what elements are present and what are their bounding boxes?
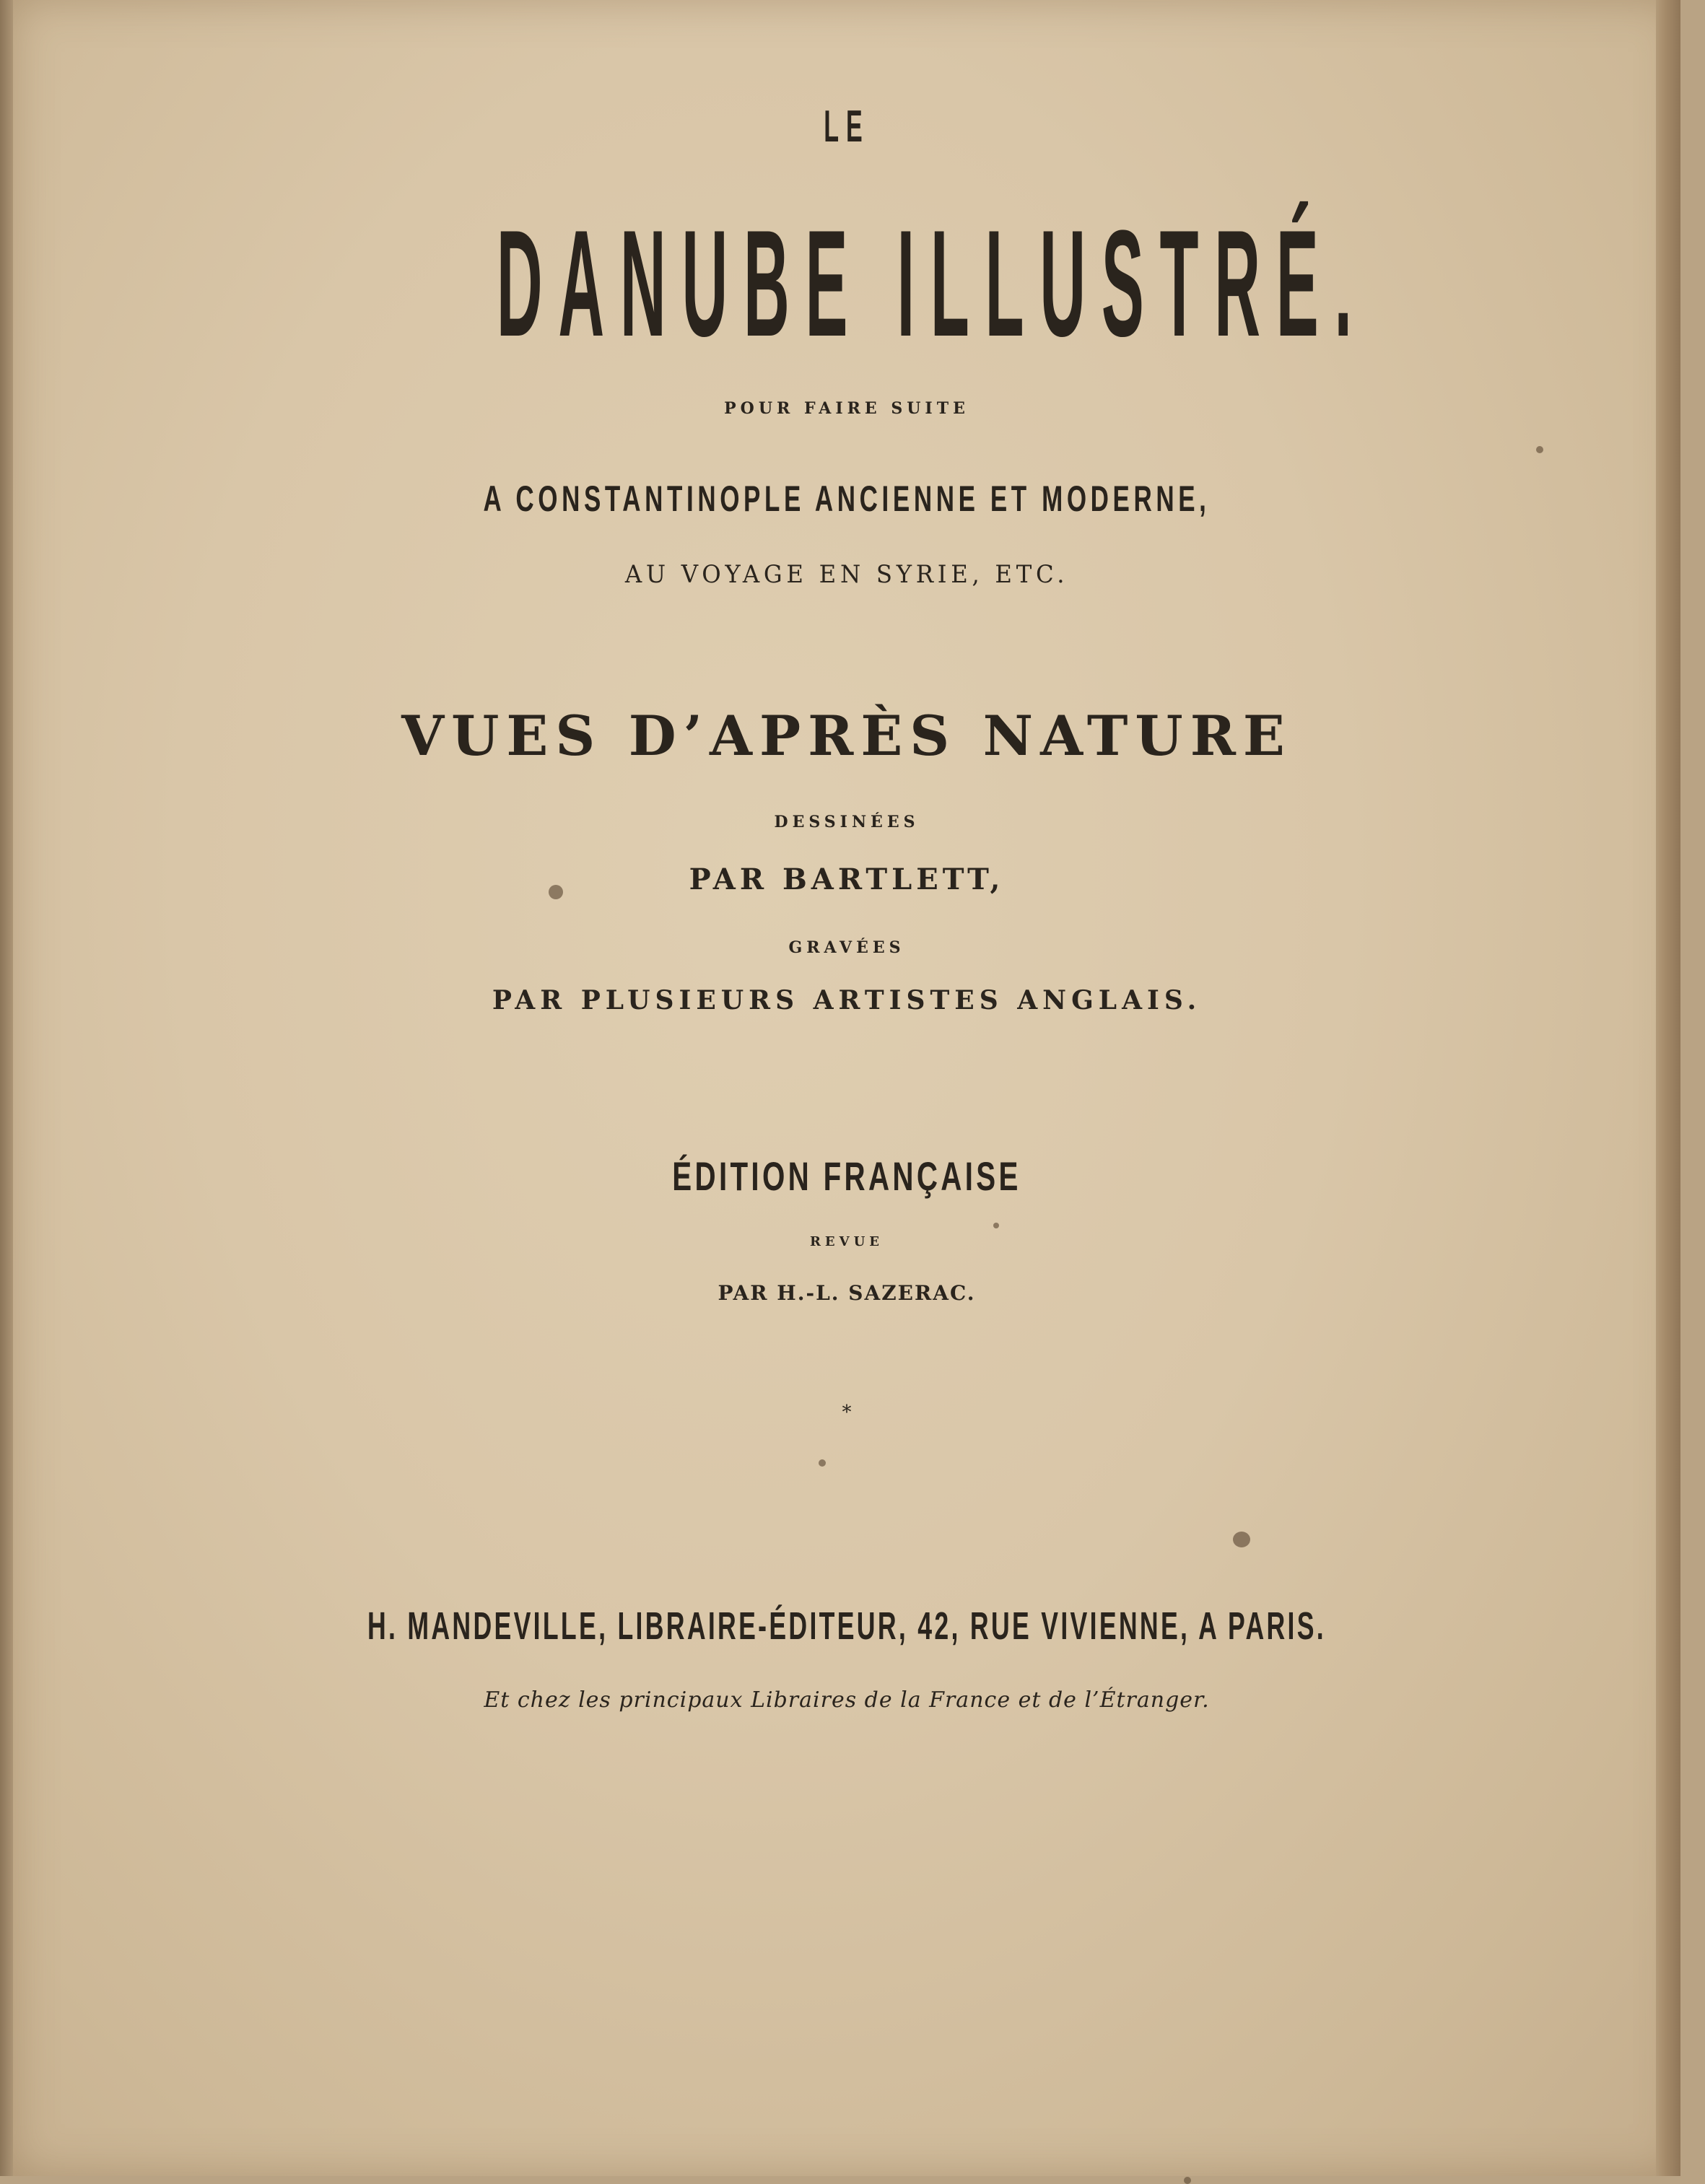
edition-heading: ÉDITION FRANÇAISE: [672, 1153, 1021, 1199]
publisher-line: H. MANDEVILLE, LIBRAIRE-ÉDITEUR, 42, RUE VIVIENNE, A PARIS.: [367, 1604, 1327, 1648]
foxing-spot: [993, 1223, 999, 1228]
engraved-label: GRAVÉES: [788, 938, 905, 957]
foxing-spot: [1536, 446, 1543, 453]
suite-label: POUR FAIRE SUITE: [724, 399, 969, 418]
series-line-1: A CONSTANTINOPLE ANCIENNE ET MODERNE,: [483, 479, 1211, 519]
foxing-spot: [549, 885, 563, 899]
foxing-spot: [819, 1459, 826, 1467]
views-heading: VUES D’APRÈS NATURE: [401, 704, 1292, 768]
revised-label: REVUE: [809, 1234, 884, 1249]
ornament-star: *: [842, 1402, 852, 1423]
distribution-line: Et chez les principaux Libraires de la France et de l’Étranger.: [484, 1687, 1210, 1713]
foxing-spot: [1184, 2177, 1191, 2184]
drawn-by: PAR BARTLETT,: [689, 862, 1005, 896]
series-line-2: AU VOYAGE EN SYRIE, ETC.: [624, 560, 1069, 589]
foxing-spot: [1233, 1532, 1250, 1547]
page-edge: [1656, 0, 1680, 2176]
title-page: [13, 0, 1680, 2176]
engraved-by: PAR PLUSIEURS ARTISTES ANGLAIS.: [492, 985, 1202, 1015]
title-article: LE: [824, 102, 870, 152]
book-title: DANUBE ILLUSTRÉ.: [496, 198, 1368, 368]
revised-by: PAR H.-L. SAZERAC.: [718, 1281, 976, 1305]
drawn-label: DESSINÉES: [774, 813, 920, 831]
